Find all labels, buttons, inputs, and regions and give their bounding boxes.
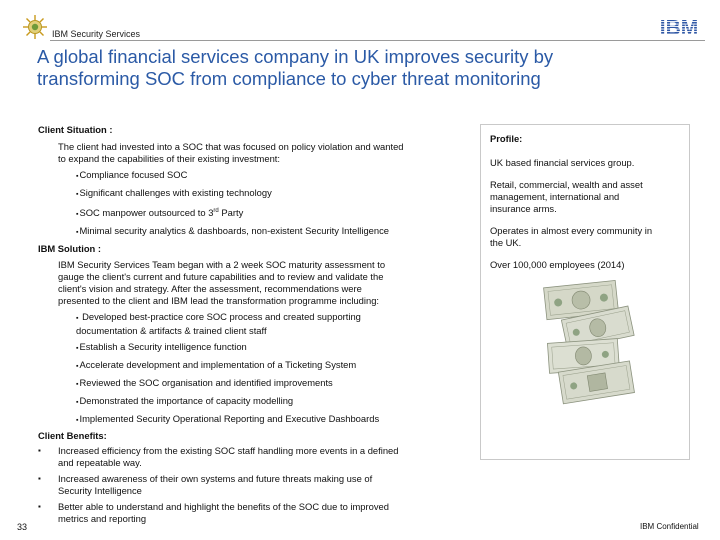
bullet-marker: ▪ <box>38 502 41 512</box>
profile-item-line: Operates in almost every community in <box>490 225 653 236</box>
benefit-line: metrics and reporting <box>58 513 147 525</box>
profile-item <box>490 225 682 249</box>
client-situation-bullet <box>38 205 468 221</box>
ibm-logo-text: IBM <box>659 17 699 37</box>
profile-heading: Profile: <box>490 133 523 144</box>
profile-item: UK based financial services group. <box>490 157 635 168</box>
page-title <box>37 46 697 90</box>
case-study-body <box>38 124 468 525</box>
ibm-solution-bullet: ▪ Establish a Security intelligence function <box>38 341 468 355</box>
client-benefits-heading: Client Benefits: <box>38 430 107 442</box>
ibm-solution-intro-line: gauge the client's current and future capabilities and to review and validate the <box>58 271 384 283</box>
client-benefit-item <box>38 473 468 497</box>
ibm-solution-bullet <box>38 311 468 337</box>
client-situation-intro-line-2: to expand the capabilities of their existing investment: <box>58 153 281 164</box>
profile-item-line: Retail, commercial, wealth and asset <box>490 179 643 190</box>
header-divider <box>50 40 705 41</box>
ibm-solution-bullet: ▪ Reviewed the SOC organisation and identified improvements <box>38 377 468 391</box>
confidential-label: IBM Confidential <box>640 522 699 531</box>
client-benefit-item <box>38 501 468 525</box>
client-situation-bullet: ▪ Minimal security analytics & dashboards, non-existent Security Intelligence <box>38 225 468 239</box>
bullet-text-tail: Party <box>218 207 244 219</box>
bullet-marker: ▪ <box>38 474 41 484</box>
benefit-line: Security Intelligence <box>58 485 142 497</box>
dollar-bills-image <box>542 275 637 405</box>
bullet-marker: ▪ <box>38 446 41 456</box>
benefit-line: and repeatable way. <box>58 457 142 469</box>
bullet-line: documentation & artifacts & trained client staff <box>76 325 267 337</box>
benefit-line: Increased efficiency from the existing SOC staff handling more events in a defined <box>58 445 399 457</box>
ordinal-suffix: rd <box>213 208 219 214</box>
ibm-solution-heading: IBM Solution : <box>38 243 102 255</box>
client-situation-bullet: ▪ Significant challenges with existing technology <box>38 187 468 201</box>
page-number: 33 <box>17 522 28 532</box>
header-org-label: IBM Security Services <box>52 29 141 39</box>
ibm-solution-intro-line: presented to the client and IBM lead the transformation programme including: <box>58 295 380 307</box>
client-benefit-item <box>38 445 468 469</box>
client-situation-intro-line-1: The client had invested into a SOC that was focused on policy violation and wanted <box>58 141 404 152</box>
client-situation-bullet: ▪ Compliance focused SOC <box>38 169 468 183</box>
ibm-solution-intro-line: client's vision and strategy. After the assessment, recommendations were <box>58 283 362 295</box>
profile-text <box>490 133 682 271</box>
profile-item <box>490 179 682 215</box>
bullet-line: Developed best-practice core SOC process and created supporting <box>82 311 361 323</box>
benefit-line: Better able to understand and highlight the benefits of the SOC due to improved <box>58 501 389 513</box>
profile-item-line: the UK. <box>490 237 522 248</box>
profile-item-line: management, international and <box>490 191 620 202</box>
profile-panel <box>480 124 690 460</box>
ibm-solution-intro-line: IBM Security Services Team began with a 2 week SOC maturity assessment to <box>58 259 386 271</box>
profile-item-line: insurance arms. <box>490 203 557 214</box>
profile-item: Over 100,000 employees (2014) <box>490 259 625 270</box>
benefit-line: Increased awareness of their own systems and future threats making use of <box>58 473 373 485</box>
ibm-solution-bullet: ▪ Accelerate development and implementation of a Ticketing System <box>38 359 468 373</box>
ibm-solution-intro <box>38 259 468 307</box>
ibm-security-logo-icon <box>22 14 48 40</box>
page-title-line-2: transforming SOC from compliance to cyber threat monitoring <box>37 68 541 89</box>
ibm-solution-bullet: ▪ Implemented Security Operational Reporting and Executive Dashboards <box>38 413 468 427</box>
page-title-line-1: A global financial services company in UK improves security by <box>37 46 554 67</box>
ibm-solution-bullet: ▪ Demonstrated the importance of capacity modelling <box>38 395 468 409</box>
client-situation-heading: Client Situation : <box>38 124 113 135</box>
bullet-text: SOC manpower outsourced to 3 <box>79 207 214 219</box>
ibm-logo-icon <box>654 17 704 37</box>
